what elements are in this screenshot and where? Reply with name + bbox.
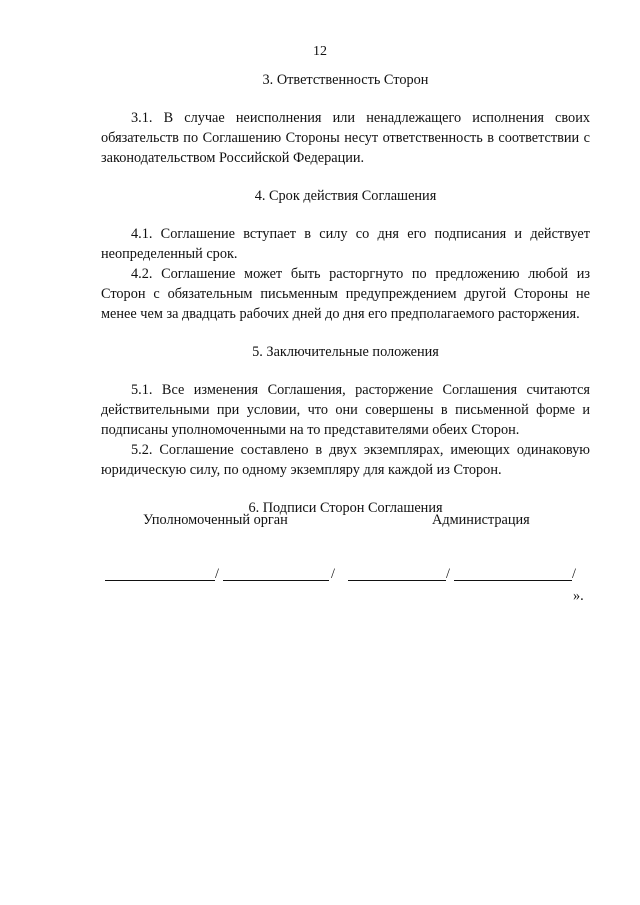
signature-lines bbox=[0, 566, 640, 586]
right-party-label: Администрация bbox=[432, 512, 530, 528]
slash-2: / bbox=[331, 566, 335, 582]
left-party-label: Уполномоченный орган bbox=[143, 512, 288, 528]
page-number: 12 bbox=[313, 44, 327, 59]
signature-labels bbox=[101, 512, 590, 532]
paragraph-5-1: 5.1. Все изменения Соглашения, расторжение Соглашения считаются действительными при условии, что они совершены в письменной форме и подписаны уполномоченными на то представителями обеих Сторон. bbox=[101, 382, 590, 438]
document-body bbox=[101, 70, 590, 518]
section-6-heading: 6. Подписи Сторон Соглашения bbox=[248, 500, 443, 516]
left-signature-line bbox=[105, 580, 215, 581]
paragraph-5-2: 5.2. Соглашение составлено в двух экземплярах, имеющих одинаковую юридическую силу, по одному экземпляру для каждой из Сторон. bbox=[101, 442, 590, 478]
paragraph-4-1: 4.1. Соглашение вступает в силу со дня его подписания и действует неопределенный срок. bbox=[101, 226, 590, 262]
right-signature-line bbox=[348, 580, 446, 581]
paragraph-4-2: 4.2. Соглашение может быть расторгнуто по предложению любой из Сторон с обязательным письменным предупреждением другой Стороны не менее чем за двадцать рабочих дней до дня его предполагаемого расторжения. bbox=[101, 266, 590, 322]
slash-1: / bbox=[215, 566, 219, 582]
closing-quote-mark: ». bbox=[573, 588, 584, 604]
section-3-heading: 3. Ответственность Сторон bbox=[262, 72, 429, 88]
paragraph-3-1: 3.1. В случае неисполнения или ненадлежащего исполнения своих обязательств по Соглашению Стороны несут ответственность в соответствии с законодательством Российской Федерации. bbox=[101, 110, 590, 166]
slash-4: / bbox=[572, 566, 576, 582]
slash-3: / bbox=[446, 566, 450, 582]
right-name-line bbox=[454, 580, 572, 581]
left-name-line bbox=[223, 580, 329, 581]
section-5-heading: 5. Заключительные положения bbox=[252, 344, 439, 360]
section-4-heading: 4. Срок действия Соглашения bbox=[254, 188, 437, 204]
